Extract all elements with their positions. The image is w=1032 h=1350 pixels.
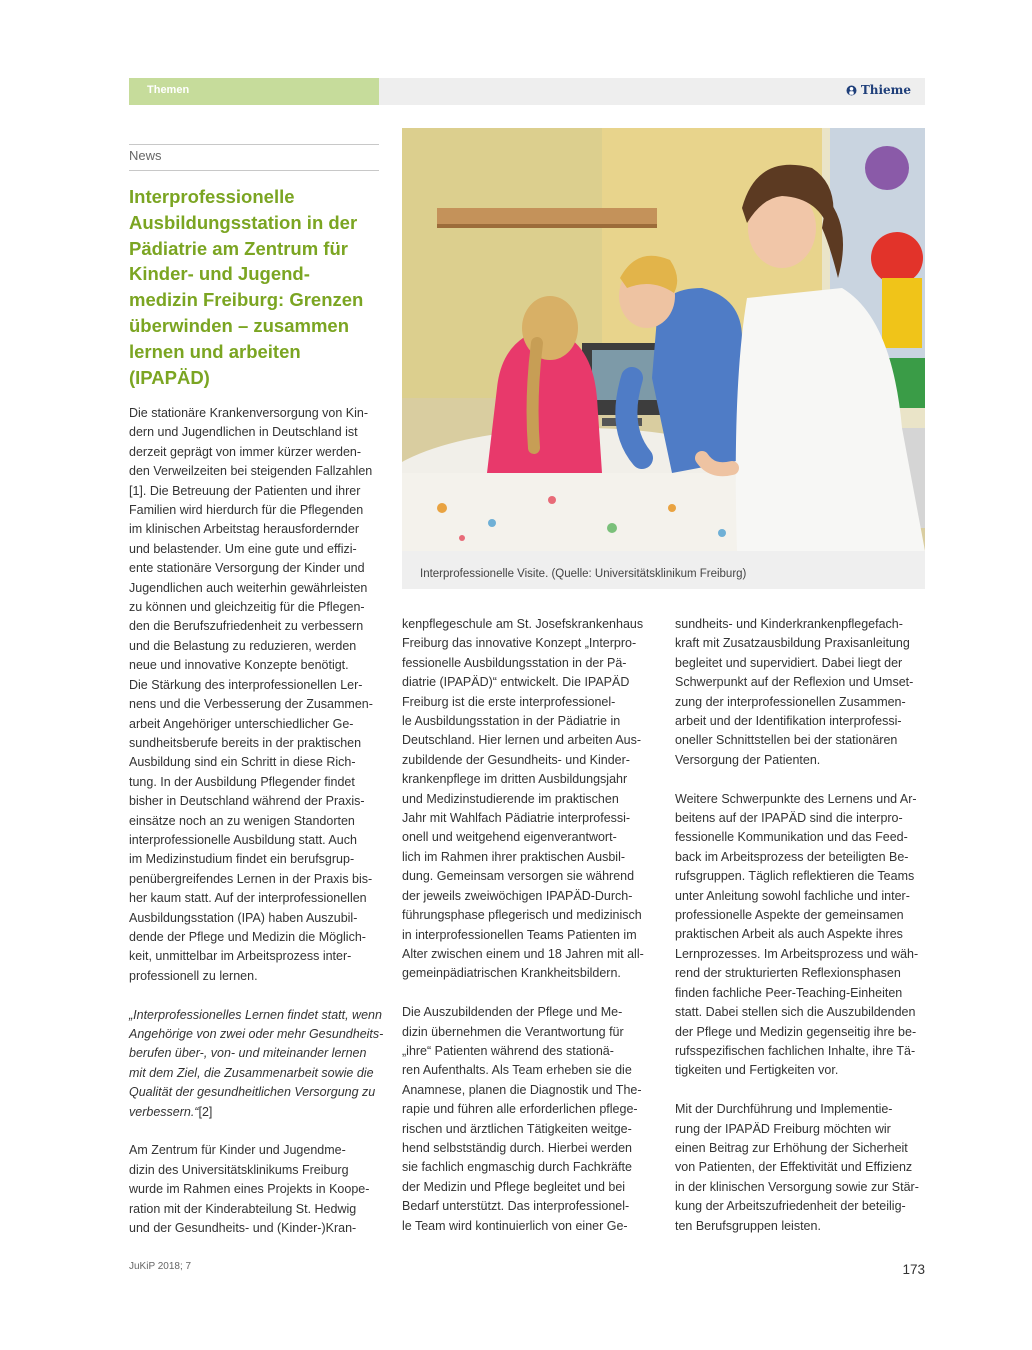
text-column-2 xyxy=(402,615,652,1236)
category-rule-top xyxy=(129,144,379,145)
running-header xyxy=(129,78,925,105)
quote-text: „Interprofessionelles Lernen findet statt, wenn Angehörige von zwei oder mehr Gesundheits- berufen über-, von- und miteinander lernen mit dem Ziel, die Zusammenarbeit sowie die Qualität der gesundheitlichen Versorgung zu verbessern.“ xyxy=(129,1007,384,1119)
thieme-seal-icon xyxy=(846,84,857,97)
figure-caption-box xyxy=(402,551,925,589)
page-number: 173 xyxy=(902,1262,925,1277)
category-rule-bottom xyxy=(129,170,379,171)
paragraph: Die Auszubildenden der Pflege und Me- dizin übernehmen die Verantwortung für „ihre“ Patienten während des stationä- ren Aufenthalts. Als Team erheben sie die Anamnese, planen die Diagnostik und The- rapie und führen alle erforderlichen pflege- rischen und ärztlichen Tätigkeiten weitge- hend selbstständig durch. Hierbei werden sie fachlich engmaschig durch Fachkräfte der Medizin und Pflege begleitet und bei Bedarf unterstützt. Das interprofessionel- le Team wird kontinuierlich von einer Ge- xyxy=(402,1005,642,1233)
paragraph: Mit der Durchführung und Implementie- rung der IPAPÄD Freiburg möchten wir einen Beitrag zur Erhöhung der Sicherheit von Patienten, der Effektivität und Effizienz in der klinischen Versorgung sowie zur Stär- kung der Arbeitszufriedenheit der beteilig- ten Berufsgruppen leisten. xyxy=(675,1102,919,1233)
article-category: News xyxy=(129,148,162,163)
paragraph: Weitere Schwerpunkte des Lernens und Ar- beitens auf der IPAPÄD sind die interpro- fessionelle Kommunikation und das Feed- back im Arbeitsprozess der beteiligten Be- rufsgruppen. Täglich reflektieren die Teams unter Anleitung sowohl fachliche und inter- professionelle Aspekte der gemeinsamen praktischen Arbeit als auch Aspekte ihres Lernprozesses. Im Arbeitsprozess und wäh- rend der strukturierten Reflexionsphasen finden fachliche Peer-Teaching-Einheiten statt. Dabei stellen sich die Auszubildenden der Pflege und Medizin gegenseitig ihre be- rufsspezifischen fachlichen Inhalte, ihre Tä- tigkeiten und Fertigkeiten vor. xyxy=(675,791,919,1078)
section-tab xyxy=(129,78,379,105)
text-column-1 xyxy=(129,404,384,1238)
paragraph: Am Zentrum für Kinder und Jugendme- dizin des Universitätsklinikums Freiburg wurde im Rahmen eines Projekts in Koope- ration mit der Kinderabteilung St. Hedwig und der Gesundheits- und (Kinder-)Kran- xyxy=(129,1143,370,1236)
quote-paragraph xyxy=(129,1006,384,1122)
paragraph: kenpflegeschule am St. Josefskrankenhaus Freiburg das innovative Konzept „Interpro- fessionelle Ausbildungsstation in der Pä- diatrie (IPAPÄD)“ entwickelt. Die IPAPÄD Freiburg ist die erste interprofessionel- le Ausbildungsstation in der Pädiatrie in Deutschland. Hier lernen und arbeiten Aus- zubildende der Gesundheits- und Kinder- krankenpflege im dritten Ausbildungsjahr und Medizinstudierende im praktischen Jahr mit Wahlfach Pädiatrie interprofessi- onell und weitgehend eigenverantwort- lich im Rahmen ihrer praktischen Ausbil- dung. Gemeinsam versorgen sie während der jeweils zweiwöchigen IPAPÄD-Durch- führungsphase pflegerisch und medizinisch in interprofessionellen Teams Patienten im Alter zwischen einem und 18 Jahren mit all- gemeinpädiatrischen Krankheitsbildern. xyxy=(402,617,644,981)
article-title: Interprofessionelle Ausbildungsstation in der Pädiatrie am Zentrum für Kinder- und Jugend- medizin Freiburg: Grenzen überwinden – zusammen lernen und arbeiten (IPAPÄD) xyxy=(129,186,364,388)
figure-caption: Interprofessionelle Visite. (Quelle: Universitätsklinikum Freiburg) xyxy=(420,568,747,580)
publisher-name: Thieme xyxy=(860,83,911,97)
article-photo xyxy=(402,128,925,551)
paragraph: sundheits- und Kinderkrankenpflegefach- kraft mit Zusatzausbildung Praxisanleitung begleitet und supervidiert. Dabei liegt der Schwerpunkt auf der Reflexion und Umset- zung der interprofessionellen Zusammen- arbeit und der Identifikation interprofessi- oneller Schnittstellen bei der stationären Versorgung der Patienten. xyxy=(675,617,914,767)
journal-citation: JuKiP 2018; 7 xyxy=(129,1261,192,1272)
publisher-logo xyxy=(846,83,911,97)
quote-reference: [2] xyxy=(198,1104,213,1119)
section-label: Themen xyxy=(147,84,190,96)
paragraph: Die stationäre Krankenversorgung von Kin- dern und Jugendlichen in Deutschland ist derzeit geprägt von immer kürzer werden- den Verweilzeiten bei steigenden Fallzahlen [1]. Die Betreuung der Patienten und ihrer Familien wird hierdurch für die Pflegenden im klinischen Arbeitstag herausfordernder und belastender. Um eine gute und effizi- ente stationäre Versorgung der Kinder und Jugendlichen auch weiterhin gewährleisten zu können und gleichzeitig für die Pflegen- den die Berufszufriedenheit zu verbessern und die Belastung zu reduzieren, werden neue und innovative Konzepte benötigt. Die Stärkung des interprofessionellen Ler- nens und die Verbesserung der Zusammen- arbeit Angehöriger unterschiedlicher Ge- sundheitsberufe bereits in der praktischen Ausbildung sind ein Schritt in diese Rich- tung. In der Ausbildung Pflegender findet bisher in Deutschland während der Praxis- einsätze noch an zu wenigen Standorten interprofessionelle Ausbildung statt. Auch im Medizinstudium findet ein berufsgrup- penübergreifendes Lernen in der Praxis bis- her kaum statt. Auf der interprofessionellen Ausbildungsstation (IPA) haben Auszubil- dende der Pflege und Medizin die Möglich- keit, unmittelbar im Arbeitsprozess inter- professionell zu lernen. xyxy=(129,406,373,983)
text-column-3 xyxy=(675,615,925,1236)
